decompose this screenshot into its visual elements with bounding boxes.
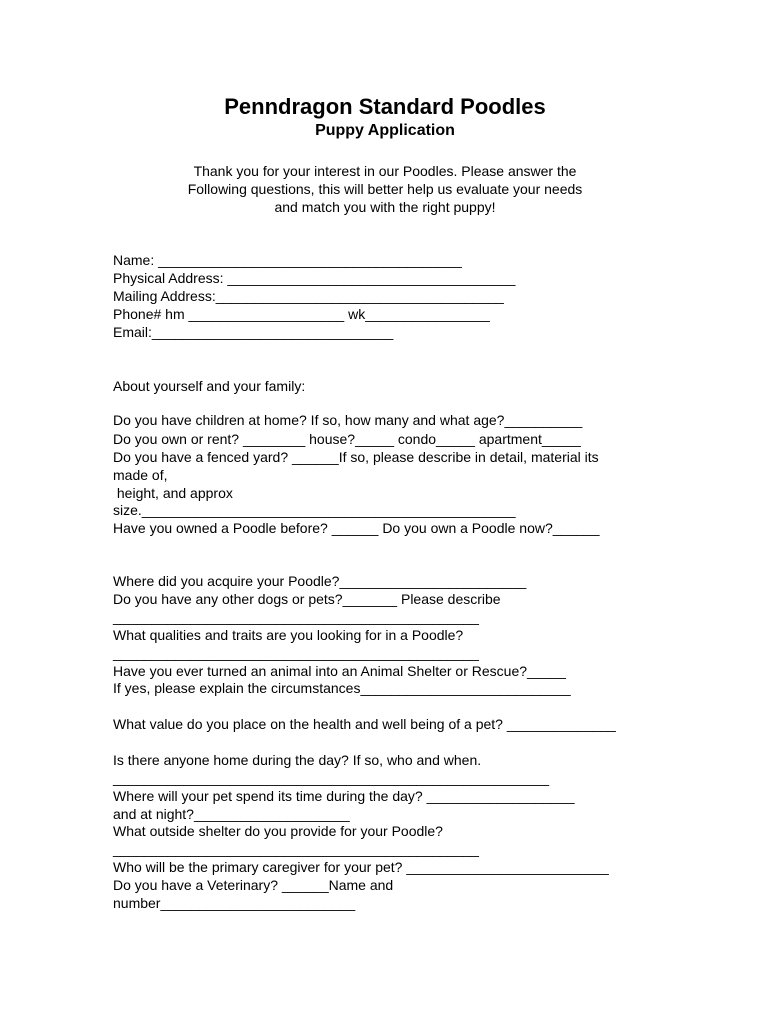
question-owned-poodle: Have you owned a Poodle before? ______ Do you own a Poodle now?______ bbox=[113, 520, 600, 536]
intro-line: Thank you for your interest in our Poodles. Please answer the bbox=[193, 163, 577, 179]
question-at-night: and at night?____________________ bbox=[113, 806, 350, 822]
blank-line: ________________________________________________________ bbox=[113, 770, 550, 786]
question-fenced-yard: Do you have a fenced yard? ______If so, please describe in detail, material its bbox=[113, 449, 599, 465]
question-veterinary-number: number_________________________ bbox=[113, 895, 356, 911]
blank-line: _______________________________________________ bbox=[113, 841, 479, 857]
page-title: Penndragon Standard Poodles bbox=[224, 94, 546, 119]
intro-paragraph bbox=[0, 162, 770, 216]
intro-line: and match you with the right puppy! bbox=[274, 199, 496, 215]
blank-line: _______________________________________________ bbox=[113, 609, 479, 625]
blank-line: _______________________________________________ bbox=[113, 645, 479, 661]
intro-line: Following questions, this will better help us evaluate your needs bbox=[187, 181, 583, 197]
question-other-pets: Do you have any other dogs or pets?_______ Please describe bbox=[113, 591, 501, 607]
question-outside-shelter: What outside shelter do you provide for your Poodle? bbox=[113, 823, 443, 839]
question-fenced-yard-cont: made of, bbox=[113, 467, 168, 483]
question-fenced-yard-height: height, and approx bbox=[113, 485, 233, 501]
question-children: Do you have children at home? If so, how many and what age?__________ bbox=[113, 412, 583, 428]
question-spend-day: Where will your pet spend its time during the day? ___________________ bbox=[113, 788, 575, 804]
question-veterinary: Do you have a Veterinary? ______Name and bbox=[113, 877, 394, 893]
question-shelter-rescue: Have you ever turned an animal into an Animal Shelter or Rescue?_____ bbox=[113, 663, 566, 679]
question-anyone-home: Is there anyone home during the day? If so, who and when. bbox=[113, 752, 482, 768]
about-heading: About yourself and your family: bbox=[113, 378, 306, 394]
email-field: Email:_______________________________ bbox=[113, 324, 394, 340]
question-qualities: What qualities and traits are you looking for in a Poodle? bbox=[113, 627, 464, 643]
question-own-rent: Do you own or rent? ________ house?_____ condo_____ apartment_____ bbox=[113, 431, 581, 447]
question-value-health: What value do you place on the health and well being of a pet? ______________ bbox=[113, 716, 616, 732]
phone-field: Phone# hm ____________________ wk________________ bbox=[113, 306, 490, 322]
mailing-address-field: Mailing Address:_____________________________________ bbox=[113, 288, 504, 304]
question-circumstances: If yes, please explain the circumstances___________________________ bbox=[113, 680, 571, 696]
name-field: Name: _______________________________________ bbox=[113, 252, 462, 268]
physical-address-field: Physical Address: _____________________________________ bbox=[113, 270, 516, 286]
question-caregiver: Who will be the primary caregiver for your pet? __________________________ bbox=[113, 859, 609, 875]
question-acquire: Where did you acquire your Poodle?________________________ bbox=[113, 573, 527, 589]
page-subtitle: Puppy Application bbox=[315, 122, 455, 139]
question-fenced-yard-size: size.________________________________________________ bbox=[113, 502, 516, 518]
